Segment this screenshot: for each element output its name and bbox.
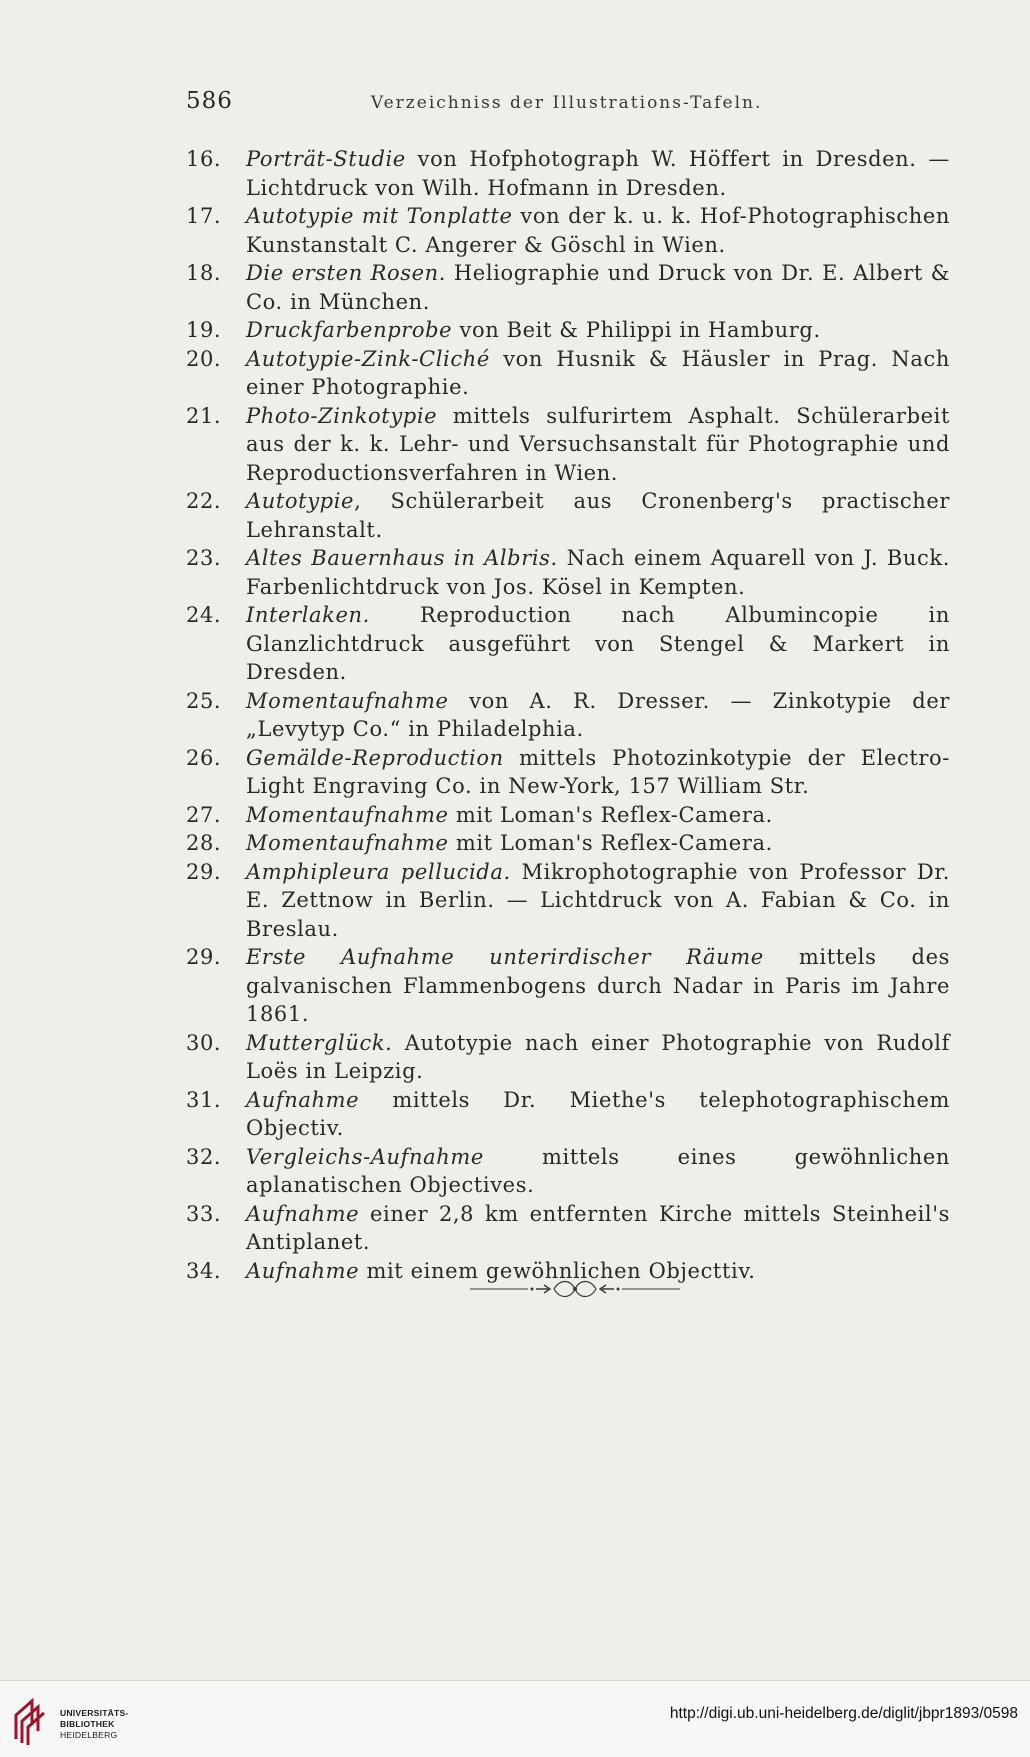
list-item (186, 1086, 950, 1143)
entry-title: Druckfarbenprobe (246, 318, 453, 342)
entry-number: 31. (186, 1087, 222, 1112)
entry-number: 20. (186, 346, 222, 371)
list-item (186, 259, 950, 316)
entry-number: 27. (186, 802, 222, 827)
page-number: 586 (186, 88, 233, 114)
entry-details: Autotypie nach einer Photographie von Rudolf Loës in Leipzig. (246, 1030, 950, 1083)
entry-number: 29. (186, 859, 222, 884)
list-item (186, 801, 950, 830)
entry-details: Mikrophotographie von Professor Dr. E. Zettnow in Berlin. — Lichtdruck von A. Fabian & Co. in Breslau. (246, 859, 950, 941)
list-item (186, 829, 950, 858)
entry-description (246, 259, 950, 316)
entry-title: Autotypie-Zink-Cliché (246, 346, 490, 371)
entry-title: Interlaken. (246, 603, 370, 627)
entry-number: 16. (186, 147, 222, 171)
entry-number: 33. (186, 1201, 222, 1226)
entry-description (246, 858, 950, 944)
entry-details: Nach einem Aquarell von J. Buck. Farbenlichtdruck von Jos. Kösel in Kempten. (246, 546, 950, 599)
ornament-divider-icon (470, 1274, 680, 1304)
entry-description (246, 487, 950, 544)
entry-number: 21. (186, 403, 222, 428)
entry-details: von Hofphotograph W. Höffert in Dresden. — Lichtdruck von Wilh. Hofmann in Dresden. (246, 147, 950, 200)
page-header (186, 88, 946, 114)
entry-description (246, 801, 950, 830)
entry-details: mittels Photozinkotypie der Electro-Light Engraving Co. in New-York, 157 William Str. (246, 745, 950, 798)
entry-description (246, 544, 950, 601)
list-item (186, 858, 950, 944)
entry-details: von Husnik & Häusler in Prag. Nach einer Photographie. (246, 346, 950, 399)
entry-details: mittels sulfurirtem Asphalt. Schülerarbeit aus der k. k. Lehr- und Versuchsanstalt für Photographie und Reproductionsverfahren in Wien. (246, 403, 950, 485)
entry-number: 22. (186, 489, 222, 513)
entry-description (246, 829, 950, 858)
logo-line-1: UNIVERSITÄTS- (60, 1708, 129, 1718)
list-item (186, 145, 950, 202)
entry-number: 26. (186, 745, 222, 770)
entry-description (246, 402, 950, 488)
entry-details: von A. R. Dresser. — Zinkotypie der „Levytyp Co.“ in Philadelphia. (246, 688, 950, 741)
entry-title: Amphipleura pellucida. (246, 859, 511, 884)
entry-title: Mutterglück. (246, 1030, 393, 1055)
entry-details: Reproduction nach Albumincopie in Glanzlichtdruck ausgeführt von Stengel & Markert in Dresden. (246, 603, 950, 684)
entry-details: mittels eines gewöhnlichen aplanatischen Objectives. (246, 1144, 950, 1197)
entry-number: 30. (186, 1030, 222, 1055)
entry-number: 28. (186, 831, 222, 855)
illustration-list (186, 145, 950, 1285)
entry-number: 25. (186, 688, 222, 713)
entry-details: mit Loman's Reflex-Camera. (448, 802, 773, 827)
list-item (186, 402, 950, 488)
entry-number: 23. (186, 546, 222, 570)
library-logo[interactable] (10, 1695, 140, 1745)
entry-description (246, 1029, 950, 1086)
logo-line-3: HEIDELBERG (60, 1730, 118, 1740)
entry-description (246, 687, 950, 744)
running-title: Verzeichniss der Illustrations-Tafeln. (370, 93, 763, 113)
entry-number: 18. (186, 261, 222, 285)
entry-number: 19. (186, 318, 222, 342)
entry-number: 34. (186, 1258, 222, 1283)
entry-details: mittels Dr. Miethe's telephotographischem Objectiv. (246, 1087, 950, 1140)
entry-details: mit einem gewöhnlichen Objecttiv. (359, 1258, 756, 1283)
entry-number: 17. (186, 204, 222, 228)
entry-details: , Schülerarbeit aus Cronenberg's practischer Lehranstalt. (246, 489, 950, 542)
permalink-url[interactable]: http://digi.ub.uni-heidelberg.de/diglit/jbpr1893/0598 (669, 1705, 1018, 1722)
list-item (186, 1200, 950, 1257)
entry-description (246, 145, 950, 202)
entry-details: von der k. u. k. Hof-Photographischen Kunstanstalt C. Angerer & Göschl in Wien. (246, 204, 950, 257)
entry-title: Autotypie (246, 489, 355, 513)
entry-number: 29. (186, 945, 222, 969)
list-item (186, 1029, 950, 1086)
entry-description (246, 943, 950, 1029)
entry-description (246, 316, 950, 345)
footer-bar (0, 1680, 1030, 1757)
logo-line-2: BIBLIOTHEK (60, 1719, 115, 1729)
entry-title: Gemälde-Reproduction (246, 745, 504, 770)
entry-details: mittels des galvanischen Flammenbogens durch Nadar in Paris im Jahre 1861. (246, 945, 950, 1026)
entry-title: Die ersten Rosen. (246, 261, 447, 285)
entry-description (246, 345, 950, 402)
list-item (186, 316, 950, 345)
entry-description (246, 1086, 950, 1143)
list-item (186, 744, 950, 801)
entry-title: Vergleichs-Aufnahme (246, 1144, 484, 1169)
entry-title: Momentaufnahme (246, 831, 449, 855)
entry-details: von Beit & Philippi in Hamburg. (452, 318, 821, 342)
entry-title: Momentaufnahme (246, 802, 449, 827)
ub-heidelberg-logo-icon (10, 1695, 50, 1745)
entry-number: 24. (186, 603, 222, 627)
entry-details: Heliographie und Druck von Dr. E. Albert & Co. in München. (246, 261, 950, 314)
entry-description (246, 1143, 950, 1200)
entry-title: Altes Bauernhaus in Albris. (246, 546, 558, 570)
entry-description (246, 601, 950, 687)
entry-title: Porträt-Studie (246, 147, 406, 171)
entry-description (246, 1200, 950, 1257)
list-item (186, 345, 950, 402)
list-item (186, 943, 950, 1029)
list-item (186, 1143, 950, 1200)
library-name (60, 1708, 129, 1741)
entry-title: Aufnahme (246, 1201, 360, 1226)
list-item (186, 601, 950, 687)
list-item (186, 202, 950, 259)
entry-description (246, 202, 950, 259)
entry-title: Aufnahme (246, 1258, 360, 1283)
entry-title: Erste Aufnahme unterirdischer Räume (246, 945, 764, 969)
list-item (186, 487, 950, 544)
entry-title: Autotypie mit Tonplatte (246, 204, 513, 228)
list-item (186, 544, 950, 601)
entry-title: Momentaufnahme (246, 688, 449, 713)
entry-number: 32. (186, 1144, 222, 1169)
entry-description (246, 744, 950, 801)
entry-details: einer 2,8 km entfernten Kirche mittels Steinheil's Antiplanet. (246, 1201, 950, 1254)
entry-details: mit Loman's Reflex-Camera. (448, 831, 773, 855)
entry-title: Photo-Zinkotypie (246, 403, 438, 428)
list-item (186, 687, 950, 744)
entry-title: Aufnahme (246, 1087, 360, 1112)
